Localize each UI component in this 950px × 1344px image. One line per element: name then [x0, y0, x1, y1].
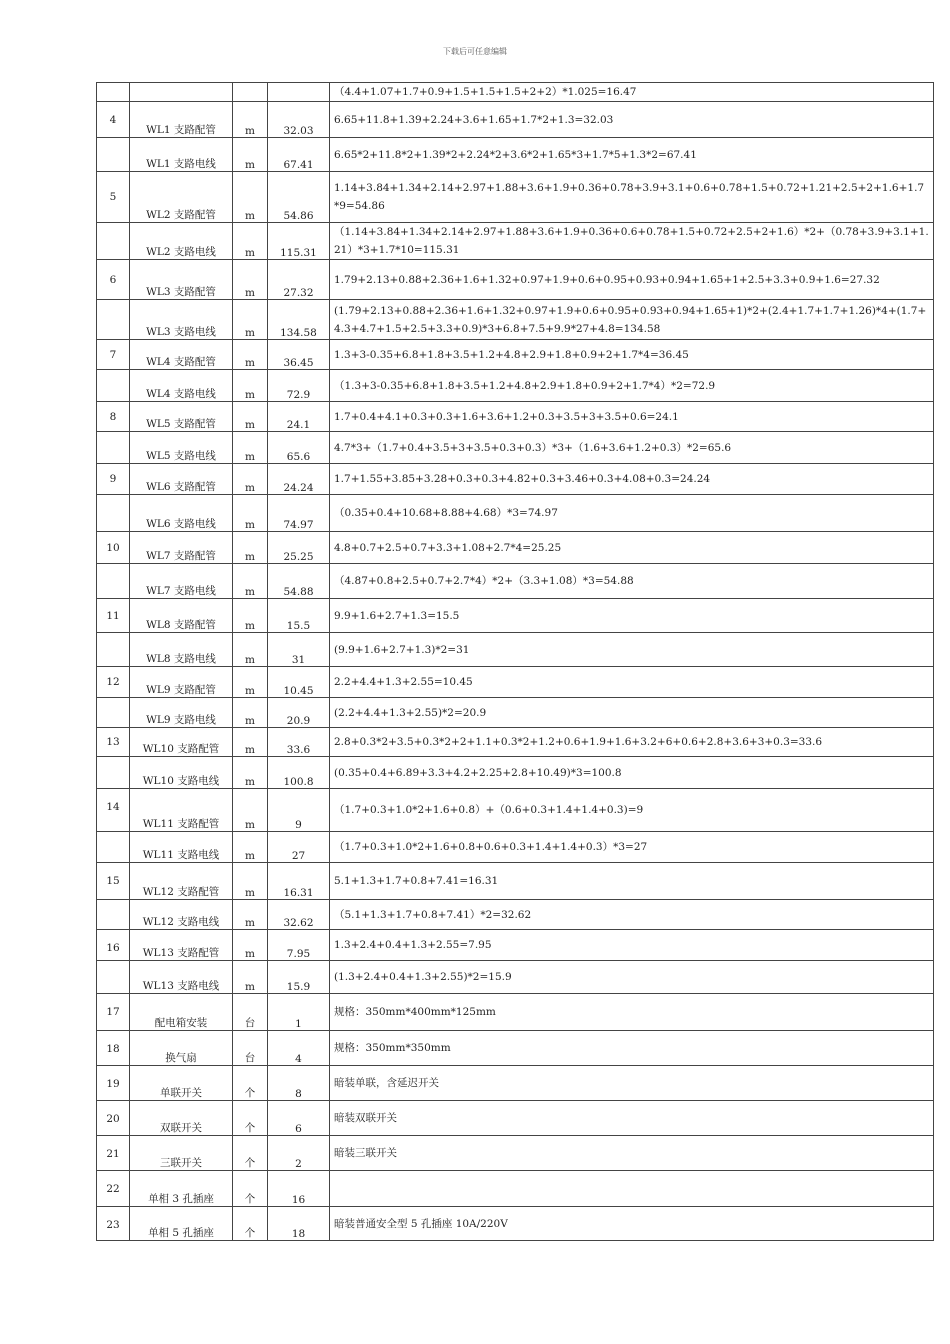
item-number-cell: 7 [97, 340, 130, 370]
item-name-cell: WL5 支路配管 [130, 402, 233, 432]
quantity-cell: 32.03 [268, 102, 330, 138]
quantity-cell: 25.25 [268, 532, 330, 564]
unit-cell: m [233, 728, 268, 757]
table-row [97, 930, 934, 961]
item-number-cell: 12 [97, 667, 130, 698]
item-number-cell: 21 [97, 1136, 130, 1171]
item-number-cell: 9 [97, 464, 130, 495]
unit-cell: m [233, 102, 268, 138]
quantity-cell: 4 [268, 1031, 330, 1066]
item-name-cell: WL13 支路电线 [130, 961, 233, 994]
table-row [97, 495, 934, 532]
calculation-cell: （1.7+0.3+1.0*2+1.6+0.8+0.6+0.3+1.4+1.4+0.3）*3=27 [330, 832, 934, 863]
table-row [97, 102, 934, 138]
item-name-cell: WL10 支路电线 [130, 757, 233, 789]
item-name-cell: 配电箱安装 [130, 994, 233, 1031]
item-name-cell: WL3 支路配管 [130, 260, 233, 300]
item-number-cell: 23 [97, 1207, 130, 1241]
item-number-cell [97, 698, 130, 728]
item-name-cell: WL2 支路电线 [130, 223, 233, 260]
calculation-cell: （0.35+0.4+10.68+8.88+4.68）*3=74.97 [330, 495, 934, 532]
unit-cell: m [233, 698, 268, 728]
unit-cell: 个 [233, 1136, 268, 1171]
unit-cell: m [233, 138, 268, 172]
calculation-cell: 1.79+2.13+0.88+2.36+1.6+1.32+0.97+1.9+0.6+0.95+0.93+0.94+1.65+1+2.5+3.3+0.9+1.6=27.32 [330, 260, 934, 300]
item-name-cell: WL6 支路电线 [130, 495, 233, 532]
quantity-cell: 54.86 [268, 172, 330, 223]
table-row [97, 340, 934, 370]
item-name-cell: WL2 支路配管 [130, 172, 233, 223]
unit-cell: m [233, 863, 268, 900]
calculation-cell: 4.8+0.7+2.5+0.7+3.3+1.08+2.7*4=25.25 [330, 532, 934, 564]
item-name-cell: WL1 支路电线 [130, 138, 233, 172]
calculation-cell: (1.3+2.4+0.4+1.3+2.55)*2=15.9 [330, 961, 934, 994]
calculation-cell: 6.65*2+11.8*2+1.39*2+2.24*2+3.6*2+1.65*3+1.7*5+1.3*2=67.41 [330, 138, 934, 172]
quantity-cell: 10.45 [268, 667, 330, 698]
quantity-cell: 6 [268, 1101, 330, 1136]
item-number-cell [97, 370, 130, 402]
quantity-cell: 20.9 [268, 698, 330, 728]
quantity-cell: 9 [268, 789, 330, 832]
item-number-cell [97, 900, 130, 930]
item-name-cell: WL11 支路配管 [130, 789, 233, 832]
table-row [97, 961, 934, 994]
unit-cell: m [233, 789, 268, 832]
item-number-cell: 22 [97, 1171, 130, 1207]
table-row [97, 1066, 934, 1101]
calculation-cell: 暗装单联，含延迟开关 [330, 1066, 934, 1101]
item-name-cell: 换气扇 [130, 1031, 233, 1066]
quantity-cell: 24.24 [268, 464, 330, 495]
table-row [97, 370, 934, 402]
table-row [97, 564, 934, 599]
item-number-cell: 6 [97, 260, 130, 300]
item-name-cell: 单相 3 孔插座 [130, 1171, 233, 1207]
item-number-cell: 5 [97, 172, 130, 223]
calculation-cell: 6.65+11.8+1.39+2.24+3.6+1.65+1.7*2+1.3=32.03 [330, 102, 934, 138]
item-number-cell: 14 [97, 789, 130, 832]
quantity-cell [268, 83, 330, 102]
calculation-cell: 规格：350mm*400mm*125mm [330, 994, 934, 1031]
calculation-cell: 9.9+1.6+2.7+1.3=15.5 [330, 599, 934, 633]
item-name-cell: WL13 支路配管 [130, 930, 233, 961]
quantity-cell: 100.8 [268, 757, 330, 789]
quantity-cell: 67.41 [268, 138, 330, 172]
unit-cell: 个 [233, 1207, 268, 1241]
quantity-cell: 16 [268, 1171, 330, 1207]
quantity-cell: 8 [268, 1066, 330, 1101]
table-row [97, 260, 934, 300]
unit-cell: m [233, 564, 268, 599]
unit-cell: m [233, 832, 268, 863]
calculation-cell: 暗装三联开关 [330, 1136, 934, 1171]
unit-cell: m [233, 464, 268, 495]
page-header: 下载后可任意编辑 [443, 47, 507, 56]
item-name-cell: WL7 支路配管 [130, 532, 233, 564]
item-name-cell: 双联开关 [130, 1101, 233, 1136]
quantity-cell: 54.88 [268, 564, 330, 599]
unit-cell: m [233, 432, 268, 464]
item-name-cell: 单联开关 [130, 1066, 233, 1101]
item-number-cell: 11 [97, 599, 130, 633]
item-number-cell [97, 223, 130, 260]
unit-cell: 个 [233, 1101, 268, 1136]
table-row [97, 900, 934, 930]
item-number-cell: 17 [97, 994, 130, 1031]
item-name-cell: WL8 支路配管 [130, 599, 233, 633]
calculation-cell [330, 1171, 934, 1207]
calculation-cell: 1.14+3.84+1.34+2.14+2.97+1.88+3.6+1.9+0.36+0.78+3.9+3.1+0.6+0.78+1.5+0.72+1.21+2.5+2+1.6+1.7*9=54.86 [330, 172, 934, 223]
item-name-cell: WL3 支路电线 [130, 300, 233, 340]
table-row [97, 1031, 934, 1066]
calculation-cell: 1.7+0.4+4.1+0.3+0.3+1.6+3.6+1.2+0.3+3.5+3+3.5+0.6=24.1 [330, 402, 934, 432]
unit-cell: m [233, 757, 268, 789]
calculation-cell: 暗装双联开关 [330, 1101, 934, 1136]
calculation-cell: 1.3+3-0.35+6.8+1.8+3.5+1.2+4.8+2.9+1.8+0.9+2+1.7*4=36.45 [330, 340, 934, 370]
table-row [97, 1136, 934, 1171]
table-row [97, 757, 934, 789]
item-number-cell: 15 [97, 863, 130, 900]
table-row [97, 599, 934, 633]
item-name-cell: 三联开关 [130, 1136, 233, 1171]
unit-cell [233, 83, 268, 102]
table-row [97, 1101, 934, 1136]
quantity-cell: 7.95 [268, 930, 330, 961]
quantity-cell: 2 [268, 1136, 330, 1171]
quantity-table [96, 82, 934, 1241]
unit-cell: m [233, 633, 268, 667]
item-number-cell [97, 757, 130, 789]
quantity-cell: 27 [268, 832, 330, 863]
unit-cell: m [233, 370, 268, 402]
calculation-cell: 2.2+4.4+1.3+2.55=10.45 [330, 667, 934, 698]
unit-cell: 个 [233, 1171, 268, 1207]
table-row [97, 464, 934, 495]
unit-cell: m [233, 961, 268, 994]
item-number-cell [97, 495, 130, 532]
unit-cell: m [233, 599, 268, 633]
item-name-cell: WL11 支路电线 [130, 832, 233, 863]
unit-cell: 台 [233, 1031, 268, 1066]
table-row [97, 698, 934, 728]
calculation-cell: (0.35+0.4+6.89+3.3+4.2+2.25+2.8+10.49)*3=100.8 [330, 757, 934, 789]
calculation-cell: （1.7+0.3+1.0*2+1.6+0.8）+（0.6+0.3+1.4+1.4+0.3)=9 [330, 789, 934, 832]
quantity-cell: 134.58 [268, 300, 330, 340]
item-name-cell: WL4 支路配管 [130, 340, 233, 370]
item-number-cell [97, 432, 130, 464]
calculation-cell: 2.8+0.3*2+3.5+0.3*2+2+1.1+0.3*2+1.2+0.6+1.9+1.6+3.2+6+0.6+2.8+3.6+3+0.3=33.6 [330, 728, 934, 757]
item-name-cell: WL8 支路电线 [130, 633, 233, 667]
calculation-cell: （1.3+3-0.35+6.8+1.8+3.5+1.2+4.8+2.9+1.8+0.9+2+1.7*4）*2=72.9 [330, 370, 934, 402]
table-row [97, 789, 934, 832]
item-number-cell [97, 300, 130, 340]
item-name-cell: WL10 支路配管 [130, 728, 233, 757]
quantity-cell: 31 [268, 633, 330, 667]
item-name-cell: WL7 支路电线 [130, 564, 233, 599]
unit-cell: 个 [233, 1066, 268, 1101]
quantity-cell: 74.97 [268, 495, 330, 532]
unit-cell: m [233, 402, 268, 432]
calculation-cell: (1.79+2.13+0.88+2.36+1.6+1.32+0.97+1.9+0.6+0.95+0.93+0.94+1.65+1)*2+(2.4+1.7+1.7+1.26)*4+(1.7+4.3+4.7+1.5+2.5+3.3+0.9)*3+6.8+7.5+9.9*27+4.8=134.58 [330, 300, 934, 340]
table-row [97, 728, 934, 757]
item-number-cell [97, 832, 130, 863]
table-row [97, 138, 934, 172]
table-row [97, 667, 934, 698]
item-number-cell: 16 [97, 930, 130, 961]
item-name-cell: WL1 支路配管 [130, 102, 233, 138]
unit-cell: m [233, 930, 268, 961]
unit-cell: m [233, 260, 268, 300]
calculation-cell: 4.7*3+（1.7+0.4+3.5+3+3.5+0.3+0.3）*3+（1.6+3.6+1.2+0.3）*2=65.6 [330, 432, 934, 464]
calculation-cell: （1.14+3.84+1.34+2.14+2.97+1.88+3.6+1.9+0.36+0.6+0.78+1.5+0.72+2.5+2+1.6）*2+（0.78+3.9+3.1+1.21）*3+1.7*10=115.31 [330, 223, 934, 260]
table-row [97, 402, 934, 432]
item-number-cell: 13 [97, 728, 130, 757]
quantity-cell: 36.45 [268, 340, 330, 370]
calculation-cell: 暗装普通安全型 5 孔插座 10A/220V [330, 1207, 934, 1241]
item-name-cell: WL12 支路配管 [130, 863, 233, 900]
item-name-cell: WL5 支路电线 [130, 432, 233, 464]
item-number-cell [97, 633, 130, 667]
table-row [97, 223, 934, 260]
quantity-cell: 18 [268, 1207, 330, 1241]
table-row [97, 432, 934, 464]
item-number-cell: 4 [97, 102, 130, 138]
quantity-cell: 65.6 [268, 432, 330, 464]
calculation-cell: (2.2+4.4+1.3+2.55)*2=20.9 [330, 698, 934, 728]
unit-cell: m [233, 495, 268, 532]
unit-cell: m [233, 172, 268, 223]
item-name-cell: WL12 支路电线 [130, 900, 233, 930]
table-row [97, 300, 934, 340]
item-number-cell: 19 [97, 1066, 130, 1101]
item-number-cell: 8 [97, 402, 130, 432]
item-number-cell: 20 [97, 1101, 130, 1136]
table-row [97, 1207, 934, 1241]
unit-cell: m [233, 900, 268, 930]
table-row [97, 83, 934, 102]
table-row [97, 832, 934, 863]
item-number-cell [97, 138, 130, 172]
quantity-cell: 115.31 [268, 223, 330, 260]
item-name-cell [130, 83, 233, 102]
quantity-cell: 1 [268, 994, 330, 1031]
quantity-cell: 72.9 [268, 370, 330, 402]
unit-cell: m [233, 223, 268, 260]
quantity-cell: 16.31 [268, 863, 330, 900]
item-name-cell: WL9 支路配管 [130, 667, 233, 698]
table-row [97, 863, 934, 900]
table-row [97, 1171, 934, 1207]
table-row [97, 532, 934, 564]
item-name-cell: 单相 5 孔插座 [130, 1207, 233, 1241]
calculation-cell: 5.1+1.3+1.7+0.8+7.41=16.31 [330, 863, 934, 900]
item-number-cell [97, 83, 130, 102]
calculation-cell: 1.7+1.55+3.85+3.28+0.3+0.3+4.82+0.3+3.46+0.3+4.08+0.3=24.24 [330, 464, 934, 495]
quantity-cell: 32.62 [268, 900, 330, 930]
table-row [97, 172, 934, 223]
unit-cell: m [233, 532, 268, 564]
unit-cell: m [233, 667, 268, 698]
calculation-cell: 规格：350mm*350mm [330, 1031, 934, 1066]
item-name-cell: WL6 支路配管 [130, 464, 233, 495]
quantity-cell: 24.1 [268, 402, 330, 432]
table-row [97, 994, 934, 1031]
item-number-cell: 18 [97, 1031, 130, 1066]
unit-cell: m [233, 340, 268, 370]
quantity-cell: 27.32 [268, 260, 330, 300]
table-row [97, 633, 934, 667]
item-name-cell: WL9 支路电线 [130, 698, 233, 728]
quantity-cell: 33.6 [268, 728, 330, 757]
item-number-cell: 10 [97, 532, 130, 564]
calculation-cell: 1.3+2.4+0.4+1.3+2.55=7.95 [330, 930, 934, 961]
calculation-cell: （4.87+0.8+2.5+0.7+2.7*4）*2+（3.3+1.08）*3=54.88 [330, 564, 934, 599]
quantity-cell: 15.5 [268, 599, 330, 633]
calculation-cell: （5.1+1.3+1.7+0.8+7.41）*2=32.62 [330, 900, 934, 930]
unit-cell: m [233, 300, 268, 340]
item-number-cell [97, 564, 130, 599]
unit-cell: 台 [233, 994, 268, 1031]
calculation-cell: （4.4+1.07+1.7+0.9+1.5+1.5+1.5+2+2）*1.025=16.47 [330, 83, 934, 102]
calculation-cell: (9.9+1.6+2.7+1.3)*2=31 [330, 633, 934, 667]
quantity-cell: 15.9 [268, 961, 330, 994]
item-number-cell [97, 961, 130, 994]
item-name-cell: WL4 支路电线 [130, 370, 233, 402]
